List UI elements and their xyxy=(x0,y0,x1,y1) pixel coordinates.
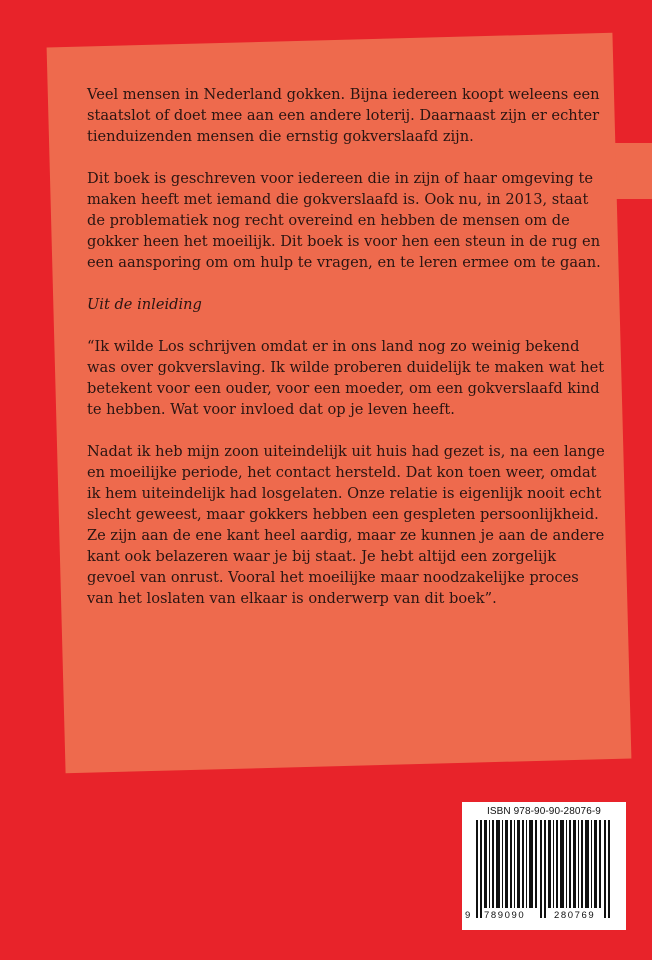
paragraph-quote-1: “Ik wilde Los schrijven omdat er in ons land nog zo weinig bekend was over gokverslaving. Ik wilde proberen duidelijk te maken wat het betekent voor een ouder, voor een moeder, om een gokverslaafd kind te hebben. Wat voor invloed dat op je leven heeft. xyxy=(87,338,605,418)
barcode-box xyxy=(462,802,626,930)
isbn-label: ISBN 978-90-90-28076-9 xyxy=(487,806,601,817)
barcode-first-digit: 9 xyxy=(465,910,472,921)
back-cover-text xyxy=(87,84,607,630)
barcode-icon xyxy=(470,820,620,918)
barcode-left-digits: 789090 xyxy=(484,910,526,921)
barcode-right-digits: 280769 xyxy=(554,910,596,921)
paragraph-audience: Dit boek is geschreven voor iedereen die in zijn of haar omgeving te maken heeft met iemand die gokverslaafd is. Ook nu, in 2013, staat de problematiek nog recht overeind en hebben de mensen om de gokker heen het moeilijk. Dit boek is voor hen een steun in de rug en een aansporing om om hulp te vragen, en te leren ermee om te gaan. xyxy=(87,170,601,271)
paragraph-quote-2: Nadat ik heb mijn zoon uiteindelijk uit huis had gezet is, na een lange en moeilijke periode, het contact hersteld. Dat kon toen weer, omdat ik hem uiteindelijk had losgelaten. Onze relatie is eigenlijk nooit echt slecht geweest, maar gokkers hebben een gespleten persoonlijkheid. Ze zijn aan de ene kant heel aardig, maar ze kunnen je aan de andere kant ook belazeren waar je bij staat. Je hebt altijd een zorgelijk gevoel van onrust. Vooral het moeilijke maar noodzakelijke proces van het loslaten van elkaar is onderwerp van dit boek”. xyxy=(87,443,605,607)
paragraph-intro: Veel mensen in Nederland gokken. Bijna iedereen koopt weleens een staatslot of doet mee aan een andere loterij. Daarnaast zijn er echter tienduizenden mensen die ernstig gokverslaafd zijn. xyxy=(87,86,600,145)
intro-label: Uit de inleiding xyxy=(87,296,202,313)
